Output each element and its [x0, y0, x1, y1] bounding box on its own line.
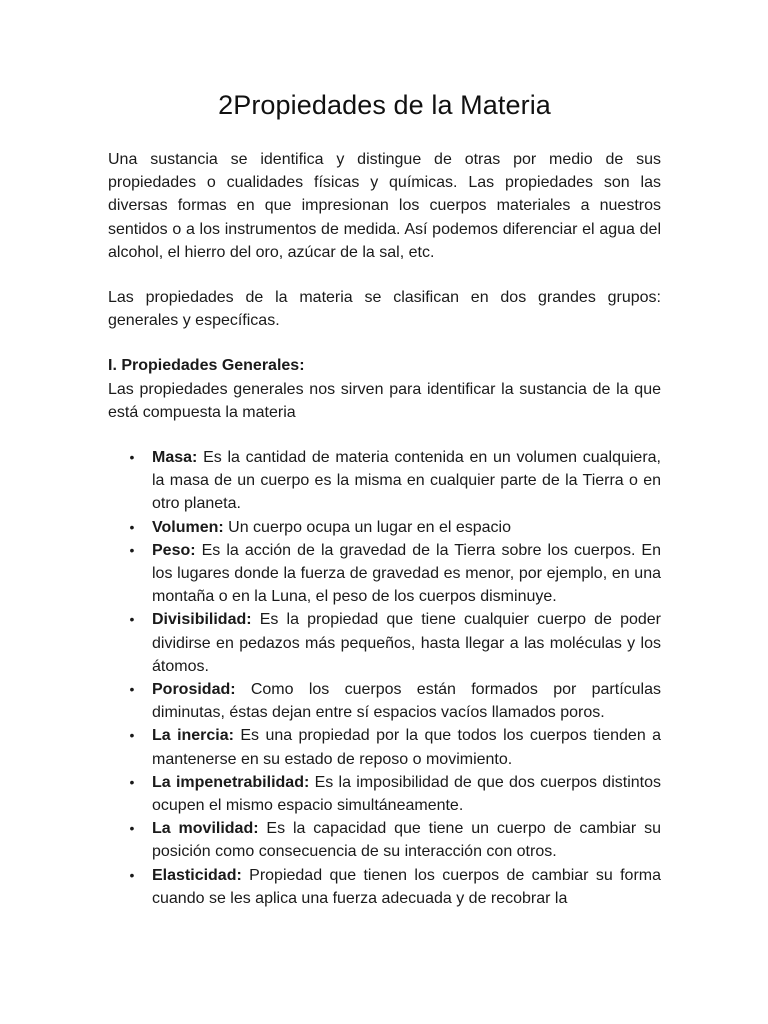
property-text: Es la propiedad que tiene cualquier cuerpo de poder dividirse en pedazos más pequeños, hasta llegar a las moléculas y los átomos.	[152, 611, 661, 675]
bullet-icon: •	[129, 518, 135, 535]
property-text: Como los cuerpos están formados por partículas diminutas, éstas dejan entre sí espacios vacíos llamados poros.	[152, 681, 661, 722]
list-item-inercia	[108, 724, 661, 770]
property-term: La inercia:	[152, 727, 234, 745]
bullet-icon: •	[129, 773, 135, 790]
bullet-icon: •	[129, 681, 135, 698]
section-heading-general-properties: I. Propiedades Generales:	[108, 357, 305, 375]
property-text: Un cuerpo ocupa un lugar en el espacio	[223, 518, 512, 536]
bullet-icon: •	[129, 820, 135, 837]
property-term: Peso:	[152, 541, 196, 559]
classification-paragraph: Las propiedades de la materia se clasifican en dos grandes grupos: generales y específicas.	[108, 289, 661, 330]
list-item-divisibilidad	[108, 608, 661, 678]
intro-paragraph: Una sustancia se identifica y distingue de otras por medio de sus propiedades o cualidades físicas y químicas. Las propiedades son las diversas formas en que impresionan los cuerpos materiales a nuestros sentidos o a los instrumentos de medida. Así podemos diferenciar el agua del alcohol, el hierro del oro, azúcar de la sal, etc.	[108, 151, 661, 261]
property-text: Es una propiedad por la que todos los cuerpos tienden a mantenerse en su estado de reposo o movimiento.	[152, 727, 661, 768]
list-item-impenetrabilidad	[108, 771, 661, 817]
list-item-elasticidad	[108, 864, 661, 910]
bullet-icon: •	[129, 611, 135, 628]
property-text: Es la acción de la gravedad de la Tierra sobre los cuerpos. En los lugares donde la fuerza de gravedad es menor, por ejemplo, en una montaña o en la Luna, el peso de los cuerpos disminuye.	[152, 541, 661, 606]
properties-list	[108, 446, 661, 910]
bullet-icon: •	[129, 727, 135, 744]
general-properties-paragraph: Las propiedades generales nos sirven para identificar la sustancia de la que está compuesta la materia	[108, 380, 661, 421]
property-text: Propiedad que tienen los cuerpos de cambiar su forma cuando se les aplica una fuerza adecuada y de recobrar la	[152, 866, 661, 907]
property-text: Es la cantidad de materia contenida en un volumen cualquiera, la masa de un cuerpo es la misma en cualquier parte de la Tierra o en otro planeta.	[152, 449, 661, 513]
property-term: La movilidad:	[152, 820, 259, 838]
list-item-peso	[108, 539, 661, 609]
list-item-movilidad	[108, 817, 661, 863]
property-term: Masa:	[152, 449, 198, 467]
document-title: 2Propiedades de la Materia	[218, 90, 551, 120]
bullet-icon: •	[129, 449, 135, 466]
bullet-icon: •	[129, 866, 135, 883]
property-term: La impenetrabilidad:	[152, 773, 310, 791]
property-term: Elasticidad:	[152, 866, 242, 884]
property-term: Volumen:	[152, 518, 224, 536]
property-text: Es la imposibilidad de que dos cuerpos distintos ocupen el mismo espacio simultáneamente.	[152, 773, 661, 815]
property-term: Divisibilidad:	[152, 611, 252, 629]
bullet-icon: •	[129, 541, 135, 558]
property-term: Porosidad:	[152, 681, 236, 699]
list-item-masa	[108, 446, 661, 516]
document-page	[108, 90, 661, 910]
list-item-porosidad	[108, 678, 661, 724]
list-item-volumen	[108, 516, 661, 539]
property-text: Es la capacidad que tiene un cuerpo de cambiar su posición como consecuencia de su interacción con otros.	[152, 820, 661, 861]
